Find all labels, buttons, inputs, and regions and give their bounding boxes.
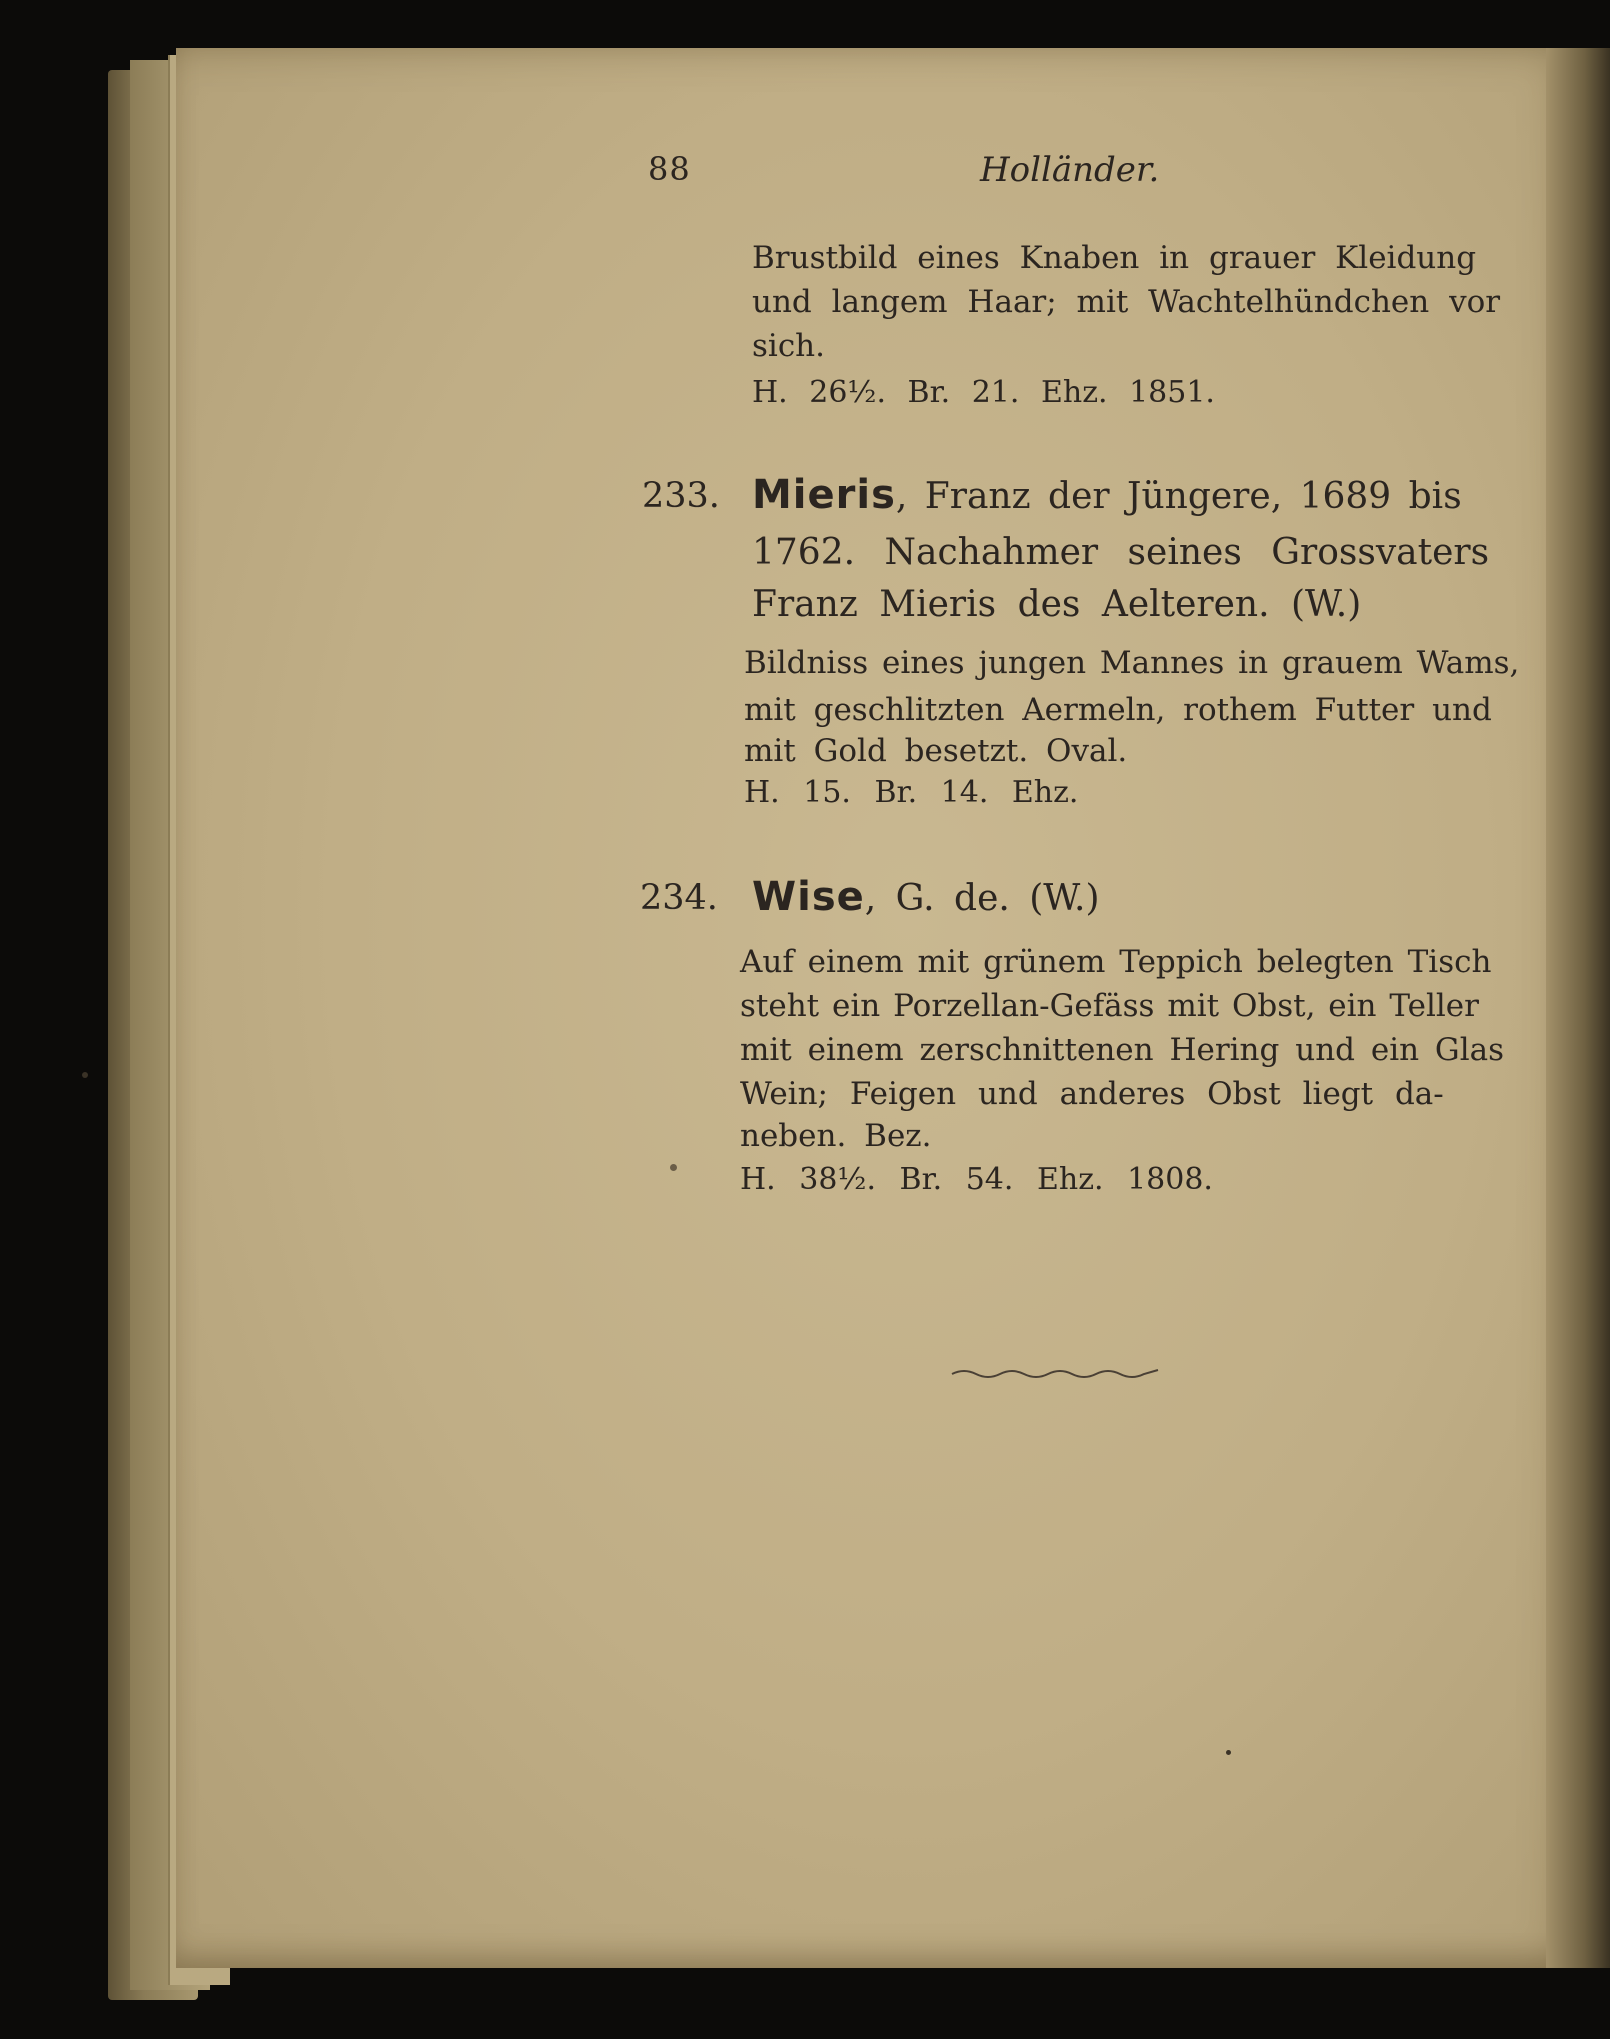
- description-line: Brustbild eines Knaben in grauer Kleidung: [752, 240, 1477, 276]
- heading-line: 1762. Nachahmer seines Grossvaters: [752, 532, 1490, 573]
- heading-text: , G. de. (W.): [864, 878, 1100, 919]
- binding-gutter: [1546, 48, 1610, 1968]
- dust-speck: [670, 1164, 677, 1171]
- artist-name: Mieris: [752, 472, 896, 518]
- description-line: und langem Haar; mit Wachtelhündchen vor: [752, 284, 1501, 320]
- entry-heading: [752, 472, 1462, 518]
- description-line: mit einem zerschnittenen Hering und ein Glas: [740, 1032, 1505, 1068]
- description-line: steht ein Porzellan-Gefäss mit Obst, ein Teller: [740, 988, 1479, 1024]
- heading-text: , Franz der Jüngere, 1689 bis: [895, 476, 1462, 517]
- heading-line: Franz Mieris des Aelteren. (W.): [752, 584, 1362, 625]
- dimensions-line: H. 15. Br. 14. Ehz.: [744, 775, 1079, 810]
- entry-number: 234.: [640, 878, 718, 918]
- page-header: [0, 150, 1610, 194]
- description-line: Wein; Feigen und anderes Obst liegt da-: [740, 1076, 1444, 1112]
- description-line: sich.: [752, 328, 826, 364]
- dust-speck: [82, 1072, 88, 1078]
- running-head: Holländer.: [980, 150, 1160, 190]
- dimensions-line: H. 38½. Br. 54. Ehz. 1808.: [740, 1162, 1213, 1197]
- dimensions-line: H. 26½. Br. 21. Ehz. 1851.: [752, 375, 1215, 410]
- artist-name: Wise: [752, 874, 865, 920]
- description-line: Auf einem mit grünem Teppich belegten Tisch: [740, 944, 1492, 980]
- description-line: mit Gold besetzt. Oval.: [744, 733, 1128, 769]
- wavy-rule-ornament: [950, 1366, 1160, 1386]
- description-line: Bildniss eines jungen Mannes in grauem Wams,: [744, 645, 1520, 681]
- page-number: 88: [648, 150, 691, 188]
- description-line: mit geschlitzten Aermeln, rothem Futter und: [744, 692, 1492, 728]
- dust-speck: [1226, 1750, 1231, 1755]
- entry-heading: [752, 874, 1100, 920]
- description-line: neben. Bez.: [740, 1118, 932, 1154]
- entry-number: 233.: [642, 476, 720, 516]
